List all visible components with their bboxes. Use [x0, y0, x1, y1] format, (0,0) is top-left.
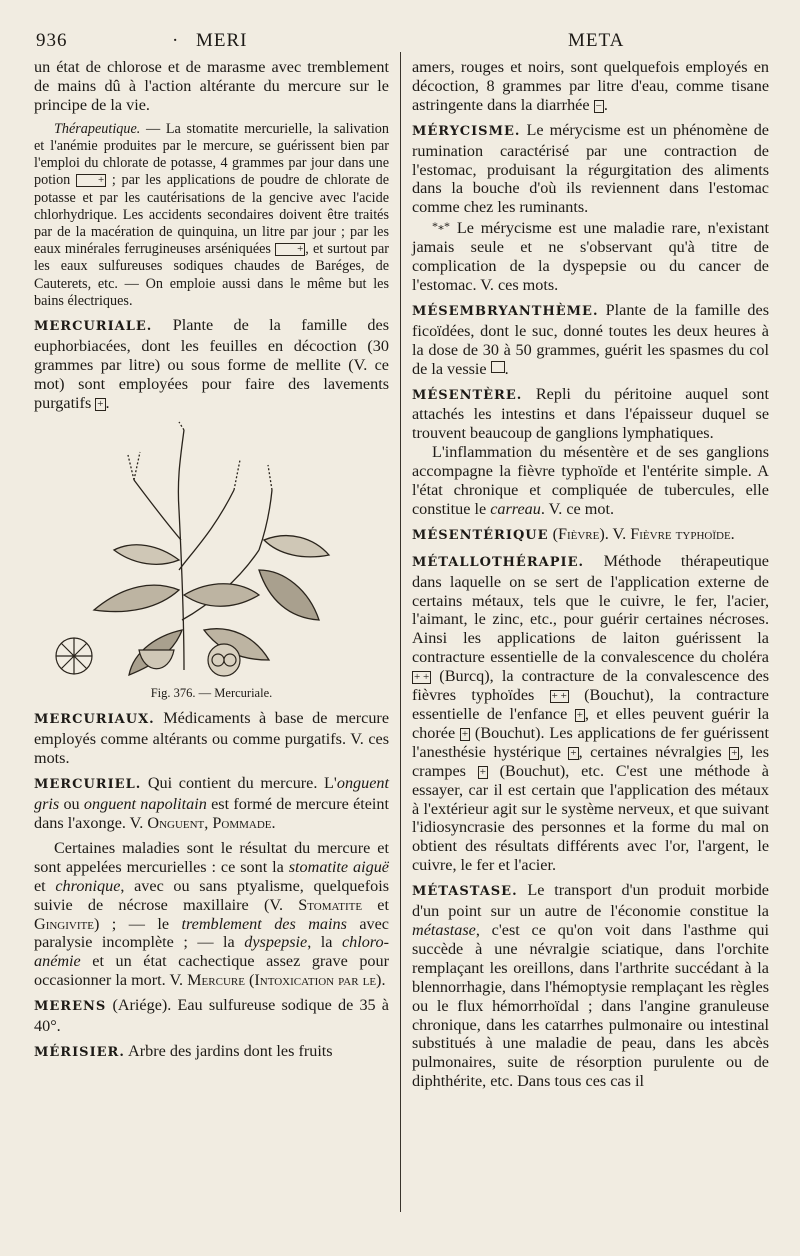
headword-mercuriaux: MERCURIAUX. [34, 712, 155, 728]
headword-metallotherapie: MÉTALLOTHÉRAPIE. [412, 554, 584, 570]
continued-paragraph: un état de chlorose et de marasme avec tremblement de mains dû à l'action altérante du mercure sur le principe de la vie. [34, 58, 389, 114]
entry-merisier: MÉRISIER. Arbre des jardins dont les fruits [34, 1041, 333, 1060]
therapeutique-paragraph: Thérapeutique. — La stomatite mercurielle, la salivation et l'anémie produites par le mercure, se guérissent bien par l'emploi du chlorate de potasse, 4 grammes par jour dans une potion + ; par les applications de poudre de chlorate de potasse et par les cautérisations de la gencive avec l'acide chlorhydrique. Les accidents secondaires doivent être traités par de la macération de quinquina, un litre par jour ; par les eaux minérales ferrugineuses arséniquées + , et surtout par les eaux sulfureuses sodiques chaudes de Baréges, de Cauterets, etc. — On emploie aussi dans le même but les bains électriques. [34, 120, 389, 309]
mesentere-inflammation-paragraph: L'inflammation du mésentère et de ses ganglions accompagne la fièvre typhoïde et l'entérite simple. A l'état chronique et compliquée de tubercules, elle constitue le carreau. V. ce mot. [412, 443, 769, 518]
entry-metastase: MÉTASTASE. Le transport d'un produit morbide d'un point sur un autre de l'économie constitue la métastase, c'est ce qu'on voit dans l'asthme qui succède à une névralgie sciatique, dans l'orchite remplaçant les oreillons, dans l'arthrite succédant à la blennorrhagie, dans l'hémoptysie remplaçant les règles ou le flux hémorrhoïdal ; dans l'angine granuleuse chronique, dans les catarrhes pulmonaire ou intestinal substitués à une maladie de peau, dans les abcès pulmonaires, suite de résorption purulente ou de diphthérite, etc. Dans tous ces cas il [412, 881, 769, 1091]
plus-box-symbol: + [731, 746, 738, 759]
plus-box-symbol: + [97, 397, 104, 410]
plus-box-symbol: + [570, 746, 577, 759]
header-separator: · [172, 30, 179, 51]
right-running-head: META [568, 30, 625, 51]
double-plus-box-symbol: + + [551, 690, 567, 703]
headword-merens: MERENS [34, 999, 107, 1015]
left-running-head: MERI [196, 30, 248, 51]
plus-box-symbol: + [76, 174, 106, 187]
headword-mesembryantheme: MÉSEMBRYANTHÈME. [412, 303, 599, 319]
headword-mesenterique: MÉSENTÉRIQUE [412, 527, 549, 543]
entry-mercuriale: MERCURIALE. Plante de la famille des euphorbiacées, dont les feuilles en décoction (30 grammes par litre) ou sous forme de mellite (V. ce mot) sont employées pour faire des lavements purgatifs + . [34, 315, 389, 412]
entry-mercuriaux: MERCURIAUX. Médicaments à base de mercure employés comme altérants ou comme purgatifs. V. ces mots. [34, 709, 389, 768]
figure-mercuriale [34, 420, 389, 705]
entry-mesentere: MÉSENTÈRE. Repli du péritoine auquel sont attachés les intestins et dans l'épaisseur duquel se trouvent beaucoup de ganglions lymphatiques. [412, 384, 769, 443]
mercurial-diseases-paragraph: Certaines maladies sont le résultat du mercure et sont appelées mercurielles : ce sont la stomatite aiguë et chronique, avec ou sans ptyalisme, quelquefois suivie de nécrose maxillaire (V. Stomatite et Gingivite) ; — le tremblement des mains avec paralysie incomplète ; — la dyspepsie, la chloro-anémie et un état cachectique assez grave pour occasionner la mort. V. Mercure (Intoxication par le). [34, 838, 389, 990]
merycisme-note: *⁎* Le mérycisme est une maladie rare, n'existant jamais seule et ne s'observant qu'à titre de complication de la dyspepsie ou du cancer de l'estomac. V. ces mots. [412, 219, 769, 294]
entry-mercuriel: MERCURIEL. Qui contient du mercure. L'onguent gris ou onguent napolitain est formé de mercure éteint dans l'axonge. V. Onguent, Pommade. [34, 774, 390, 833]
headword-metastase: MÉTASTASE. [412, 884, 518, 900]
page-number: 936 [36, 30, 68, 51]
figure-caption: Fig. 376. — Mercuriale. [150, 686, 273, 701]
entry-mesembryantheme: MÉSEMBRYANTHÈME. Plante de la famille des ficoïdées, dont le suc, donné toutes les deux heures à la dose de 30 à 50 grammes, guérit les spasmes du col de la vessie . [412, 300, 769, 378]
column-divider [400, 52, 401, 1212]
entry-mesenterique: MÉSENTÉRIQUE (Fièvre). V. Fièvre typhoïde. [412, 524, 735, 543]
asterism-icon: *⁎* [432, 219, 450, 234]
plus-box-symbol: + [479, 765, 486, 778]
plus-box-symbol: + [275, 243, 305, 256]
entry-metallotherapie: MÉTALLOTHÉRAPIE. Méthode thérapeutique dans laquelle on se sert de l'application externe de certains métaux, tels que le cuivre, le fer, l'acier, l'aimant, le zinc, etc., pour guérir certaines nécroses. Ainsi les applications de laiton guérissent la contracture essentielle de la convalescence du choléra + + (Burcq), la contracture de la convalescence des fièvres typhoïdes + + (Bouchut), la contracture essentielle de l'enfance + , et elles peuvent guérir la chorée + (Bouchut). Les applications de fer guérissent l'anesthésie hystérique + , certaines névralgies + , les crampes + (Bouchut), etc. C'est une méthode à essayer, car il est certain que l'application des métaux à l'extérieur agit sur le système nerveux, et que suivant l'idiosyncrasie des personnes et la forme du mal on obtient des résultats différents avec l'or, l'argent, le cuivre, le fer et l'acier. [412, 551, 769, 875]
continued-paragraph-right: amers, rouges et noirs, sont quelquefois employés en décoction, 8 grammes par litre d'eau, comme tisane astringente dans la diarrhée − . [412, 58, 769, 114]
entry-merycisme: MÉRYCISME. Le mérycisme est un phénomène de rumination caractérisé par une contraction de l'estomac, produisant la régurgitation des aliments dans la bouche d'où ils reviennent dans l'estomac comme chez les ruminants. [412, 120, 769, 217]
right-column [412, 58, 769, 1091]
headword-merycisme: MÉRYCISME. [412, 123, 521, 139]
headword-mesentere: MÉSENTÈRE. [412, 387, 523, 403]
double-plus-box-symbol: + + [414, 671, 430, 684]
headword-mercuriale: MERCURIALE. [34, 318, 153, 334]
plus-box-symbol: + [576, 709, 583, 721]
empty-box-symbol [491, 361, 505, 373]
headword-mercuriel: MERCURIEL. [34, 777, 142, 793]
minus-box-symbol: − [595, 99, 602, 112]
entry-merens: MERENS (Ariége). Eau sulfureuse sodique de 35 à 40°. [34, 996, 389, 1036]
headword-merisier: MÉRISIER. [34, 1044, 125, 1060]
left-column [34, 58, 389, 1063]
plus-box-symbol: + [461, 727, 469, 740]
mercuriale-plant-illustration [34, 420, 389, 682]
therapeutique-label: Thérapeutique. [54, 120, 141, 137]
